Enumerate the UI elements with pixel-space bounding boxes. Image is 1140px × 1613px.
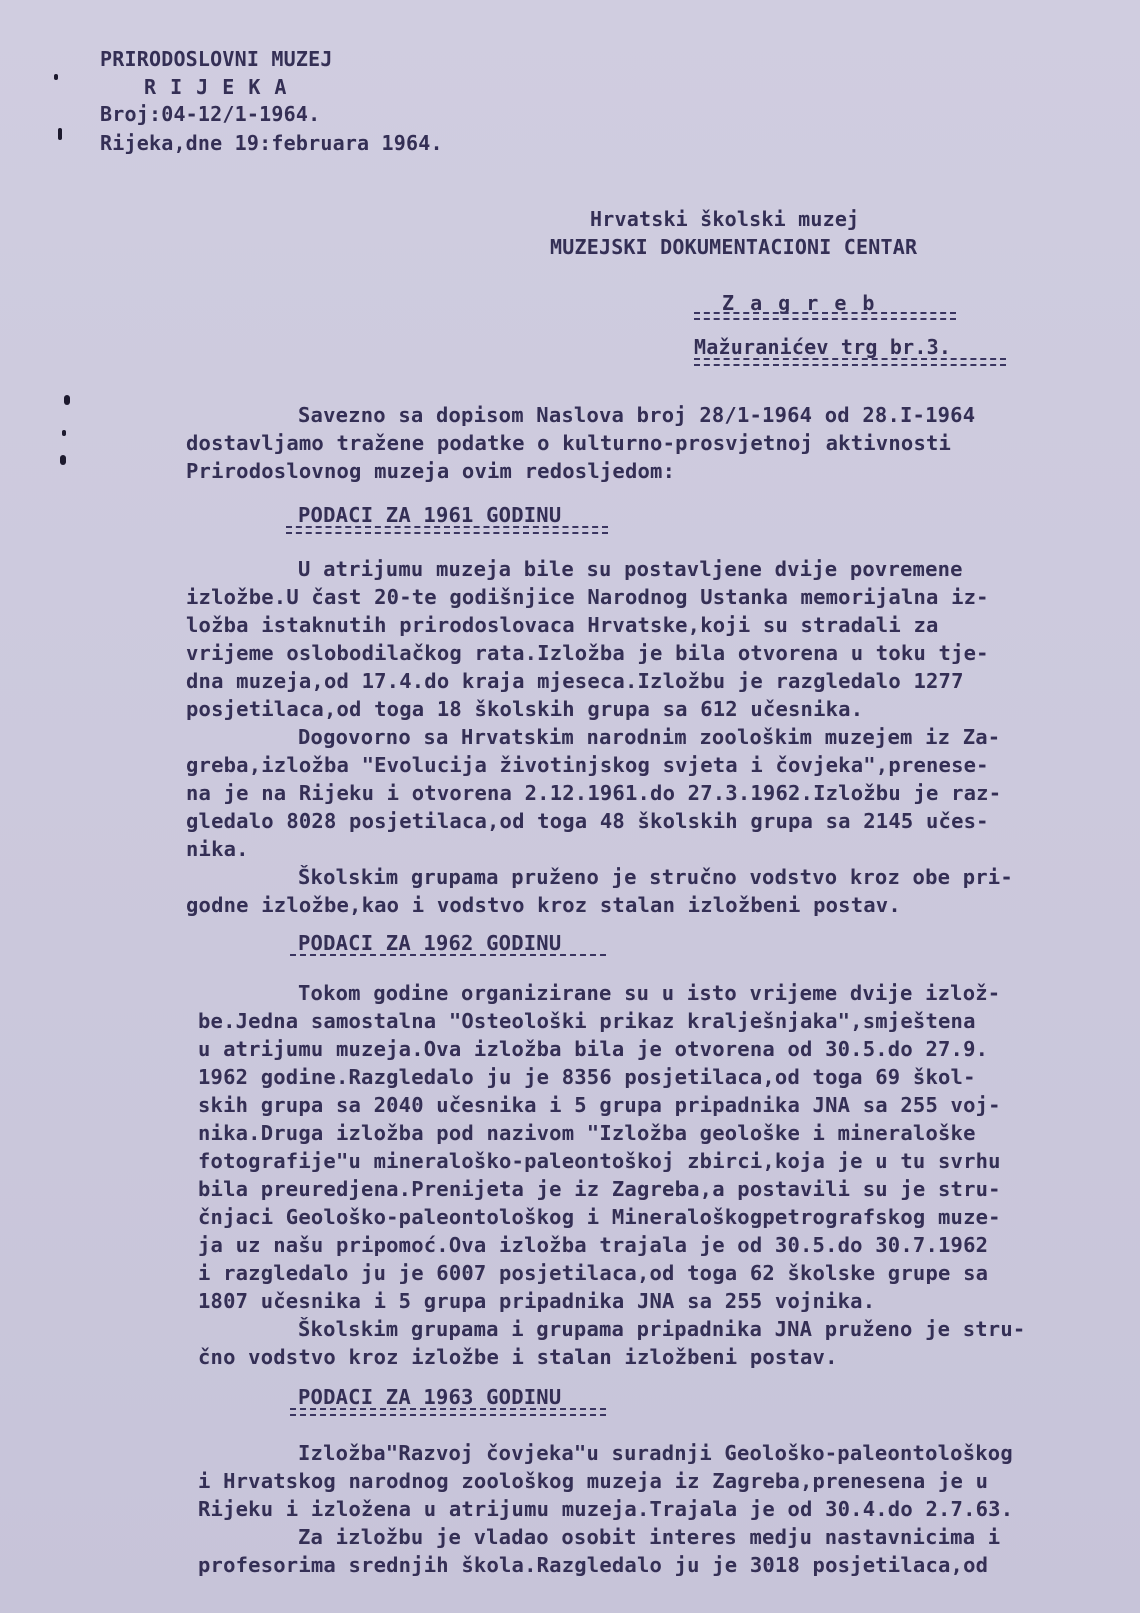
section-heading-1963: PODACI ZA 1963 GODINU [298,1385,562,1409]
paragraph-line: ja uz našu pripomoć.Ova izložba trajala je od 30.5.do 30.7.1962 [198,1233,989,1257]
paragraph-line: nika.Druga izložba pod nazivom "Izložba geološke i mineraloške [198,1121,976,1145]
paragraph-line: nika. [186,837,249,861]
paragraph-line: posjetilaca,od toga 18 školskih grupa sa 612 učesnika. [186,697,864,721]
paragraph-line: vrijeme oslobodilačkog rata.Izložba je bila otvorena u toku tje- [186,641,989,665]
paragraph-line: skih grupa sa 2040 učesnika i 5 grupa pripadnika JNA sa 255 voj- [198,1093,1001,1117]
paragraph-line: 1962 godine.Razgledalo ju je 8356 posjetilaca,od toga 69 škol- [198,1065,976,1089]
punch-hole-mark [58,128,62,140]
paragraph-line: Izložba"Razvoj čovjeka"u suradnji Geološko-paleontološkog [298,1441,1013,1465]
paragraph-line: be.Jedna samostalna "Osteološki prikaz kralješnjaka",smještena [198,1009,976,1033]
punch-hole-mark [64,395,70,405]
sender-institution: PRIRODOSLOVNI MUZEJ [100,47,333,71]
address-underline [694,364,1006,366]
paragraph-line: profesorima srednjih škola.Razgledalo ju je 3018 posjetilaca,od [198,1553,989,1577]
paragraph-line: greba,izložba "Evolucija životinjskog svjeta i čovjeka",prenese- [186,753,989,777]
paragraph-line: čnjaci Geološko-paleontološkog i Mineraloškogpetrografskog muze- [198,1205,1001,1229]
recipient-address: Mažuranićev trg br.3. [694,335,952,359]
paragraph-line: dna muzeja,od 17.4.do kraja mjeseca.Izložbu je razgledalo 1277 [186,669,964,693]
city-underline [694,312,956,314]
recipient-name: Hrvatski školski muzej [590,207,860,231]
punch-hole-mark [60,455,66,465]
paragraph-line: Rijeku i izložena u atrijumu muzeja.Trajala je od 30.4.do 2.7.63. [198,1497,1014,1521]
city-underline [694,318,956,320]
paragraph-line: na je na Rijeku i otvorena 2.12.1961.do 27.3.1962.Izložbu je raz- [186,781,1002,805]
paragraph-line: izložbe.U čast 20-te godišnjice Narodnog Ustanka memorijalna iz- [186,585,989,609]
punch-hole-mark [54,74,58,80]
heading-underline [290,954,606,956]
sender-reference: Broj:04-12/1-1964. [100,102,321,126]
sender-date: Rijeka,dne 19:februara 1964. [100,131,443,155]
paragraph-line: i razgledalo ju je 6007 posjetilaca,od toga 62 školske grupe sa [198,1261,989,1285]
paragraph-line: Za izložbu je vladao osobit interes medju nastavnicima i [298,1525,1001,1549]
paragraph-line: godne izložbe,kao i vodstvo kroz stalan izložbeni postav. [186,893,901,917]
intro-line: Savezno sa dopisom Naslova broj 28/1-1964 od 28.I-1964 [298,403,976,427]
paragraph-line: i Hrvatskog narodnog zoološkog muzeja iz Zagreba,prenesena je u [198,1469,989,1493]
paragraph-line: U atrijumu muzeja bile su postavljene dvije povremene [298,557,963,581]
paragraph-line: bila preuredjena.Prenijeta je iz Zagreba,a postavili su je stru- [198,1177,1001,1201]
section-heading-1962: PODACI ZA 1962 GODINU [298,931,562,955]
section-heading-1961: PODACI ZA 1961 GODINU [298,503,562,527]
paragraph-line: u atrijumu muzeja.Ova izložba bila je otvorena od 30.5.do 27.9. [198,1037,989,1061]
heading-underline [286,526,608,528]
paragraph-line: Tokom godine organizirane su u isto vrijeme dvije izlož- [298,981,1001,1005]
paragraph-line: Školskim grupama i grupama pripadnika JNA pruženo je stru- [298,1317,1026,1341]
intro-line: dostavljamo tražene podatke o kulturno-prosvjetnoj aktivnosti [186,431,952,455]
heading-underline [286,532,608,534]
heading-underline [290,1414,606,1416]
heading-underline [290,1408,606,1410]
recipient-city: Z a g r e b [722,291,877,315]
paragraph-line: fotografije"u mineraloško-paleontoškoj zbirci,koja je u tu svrhu [198,1149,1001,1173]
recipient-department: MUZEJSKI DOKUMENTACIONI CENTAR [550,235,918,259]
paragraph-line: Dogovorno sa Hrvatskim narodnim zoološkim muzejem iz Za- [298,725,1001,749]
address-underline [694,358,1006,360]
paragraph-line: Školskim grupama pruženo je stručno vodstvo kroz obe pri- [298,865,1013,889]
sender-city: R I J E K A [144,75,288,99]
paragraph-line: ložba istaknutih prirodoslovaca Hrvatske,koji su stradali za [186,613,939,637]
paragraph-line: gledalo 8028 posjetilaca,od toga 48 školskih grupa sa 2145 učes- [186,809,989,833]
paragraph-line: 1807 učesnika i 5 grupa pripadnika JNA sa 255 vojnika. [198,1289,876,1313]
punch-hole-mark [62,430,66,436]
intro-line: Prirodoslovnog muzeja ovim redosljedom: [186,459,676,483]
paragraph-line: čno vodstvo kroz izložbe i stalan izložbeni postav. [198,1345,838,1369]
